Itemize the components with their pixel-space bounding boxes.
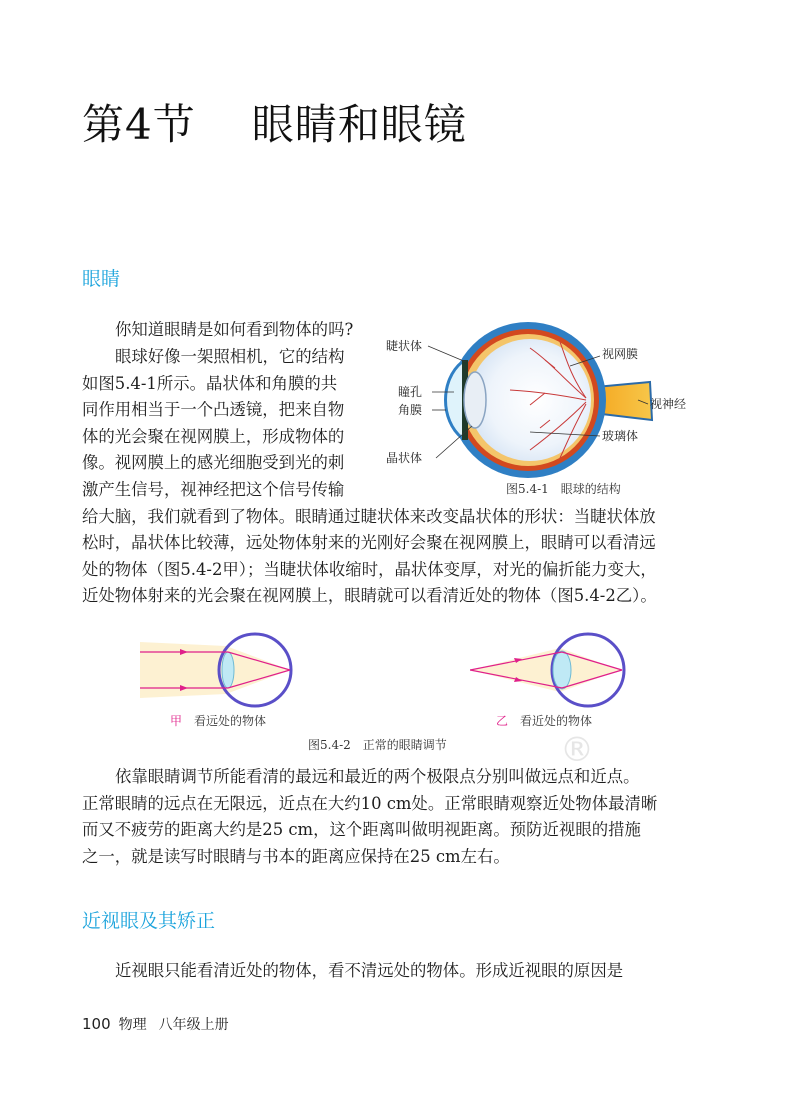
figure2-caption-number: 图5.4-2 — [308, 738, 351, 752]
label-optic-nerve: 视神经 — [650, 397, 687, 411]
figure1-caption-number: 图5.4-1 — [506, 482, 549, 496]
light-beam-fill — [140, 642, 290, 698]
accommodation-near-diagram — [470, 630, 640, 710]
text-line: 同作用相当于一个凸透镜，把来自物 — [82, 400, 345, 420]
label-ciliary: 睫状体 — [386, 339, 423, 353]
label-pupil: 瞳孔 — [398, 385, 423, 399]
text-line: 之一，就是读写时眼睛与书本的距离应保持在25 cm左右。 — [82, 846, 510, 866]
cornea-shape — [446, 362, 463, 438]
text-line: 正常眼睛的远点在无限远，近点在大约10 cm处。正常眼睛观察近处物体最清晰 — [82, 793, 658, 813]
sub-a-mark: 甲 — [170, 714, 183, 728]
label-vitreous: 玻璃体 — [602, 429, 639, 443]
label-cornea: 角膜 — [398, 403, 423, 417]
registered-watermark-icon: ® — [560, 730, 594, 770]
footer-subject: 物理 — [118, 1017, 147, 1033]
paragraph-myopia — [82, 958, 702, 985]
sub-a-text: 看远处的物体 — [194, 714, 267, 728]
light-beam-fill — [470, 648, 620, 692]
text-line: 眼球好像一架照相机，它的结构 — [115, 347, 345, 366]
figure2-caption-text: 正常的眼睛调节 — [362, 738, 447, 752]
text-line: 松时，晶状体比较薄，远处物体射来的光刚好会聚在视网膜上，眼睛可以看清远 — [82, 533, 656, 553]
text-line: 像。视网膜上的感光细胞受到光的刺 — [82, 453, 345, 473]
text-line: 给大脑，我们就看到了物体。眼睛通过睫状体来改变晶状体的形状：当睫状体放 — [82, 506, 656, 526]
lens-shape — [222, 652, 234, 688]
page-number: 100 — [82, 1015, 111, 1033]
chapter-number: 第4节 — [82, 100, 196, 149]
figure1-caption — [506, 480, 621, 497]
paragraph-near-far-point — [82, 764, 702, 870]
paragraph-intro — [82, 317, 382, 344]
lens-shape — [553, 651, 571, 689]
text-line: 而又不疲劳的距离大约是25 cm，这个距离叫做明视距离。预防近视眼的措施 — [82, 820, 641, 840]
sub-b-mark: 乙 — [496, 714, 509, 728]
text-line: 你知道眼睛是如何看到物体的吗? — [115, 320, 354, 339]
sub-b-text: 看近处的物体 — [520, 714, 593, 728]
text-line: 如图5.4-1所示。晶状体和角膜的共 — [82, 373, 338, 393]
text-line: 激产生信号，视神经把这个信号传输 — [82, 479, 345, 499]
accommodation-far-diagram — [140, 630, 310, 710]
page-footer — [82, 1014, 229, 1034]
section-heading-myopia: 近视眼及其矫正 — [82, 910, 216, 932]
figure2-sub-b — [496, 712, 592, 729]
label-retina: 视网膜 — [602, 347, 639, 361]
text-line: 近处物体射来的光会聚在视网膜上，眼睛就可以看清近处的物体（图5.4-2乙）。 — [82, 586, 657, 606]
figure2-caption — [308, 736, 447, 753]
text-line: 依靠眼睛调节所能看清的最远和最近的两个极限点分别叫做远点和近点。 — [115, 767, 640, 786]
chapter-title — [82, 92, 467, 152]
footer-grade: 八年级上册 — [158, 1017, 229, 1033]
text-line: 近视眼只能看清近处的物体，看不清远处的物体。形成近视眼的原因是 — [115, 961, 624, 980]
chapter-title-text: 眼睛和眼镜 — [251, 100, 467, 149]
section-heading-eye: 眼睛 — [82, 268, 121, 290]
vitreous-shape — [469, 339, 591, 461]
eyeball-diagram — [380, 300, 700, 500]
lens-shape — [464, 372, 486, 428]
text-line: 体的光会聚在视网膜上，形成物体的 — [82, 426, 345, 446]
label-lens: 晶状体 — [386, 451, 423, 465]
text-line: 处的物体（图5.4-2甲）；当睫状体收缩时，晶状体变厚，对光的偏折能力变大， — [82, 559, 657, 579]
figure2-sub-a — [170, 712, 266, 729]
figure1-caption-text: 眼球的结构 — [560, 482, 621, 496]
